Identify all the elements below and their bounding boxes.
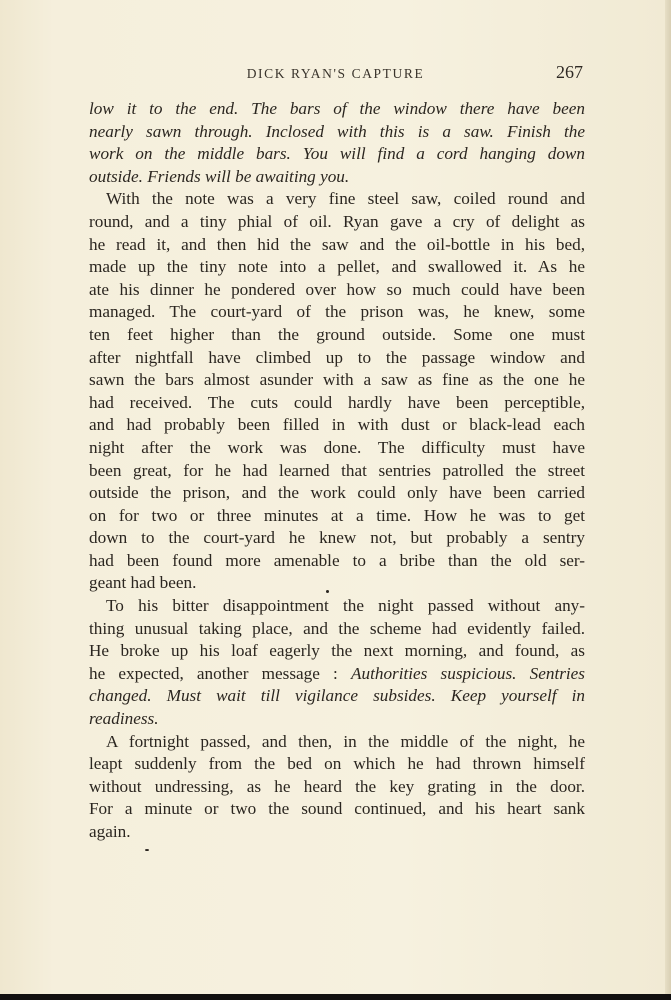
text-line: had been found more amenable to a bribe than the old ser-: [89, 550, 585, 570]
text-line: He broke up his loaf eagerly the next morning, and found, as: [89, 641, 585, 661]
text-line: been great, for he had learned that sentries patrolled the street: [89, 460, 585, 480]
text-line-mixed: [89, 663, 585, 686]
text-line: To his bitter disappointment the night passed without any-: [106, 596, 585, 616]
text-line: work on the middle bars. You will find a cord hanging down: [89, 144, 585, 164]
text-line: had received. The cuts could hardly have been perceptible,: [89, 392, 585, 412]
text-line: night after the work was done. The difficulty must have: [89, 437, 585, 457]
text-line: low it to the end. The bars of the window there have been: [89, 99, 585, 118]
text-line: made up the tiny note into a pellet, and swallowed it. As he: [89, 257, 585, 277]
text-line: changed. Must wait till vigilance subsides. Keep yourself in: [89, 686, 585, 706]
text-line: outside the prison, and the work could only have been carried: [89, 483, 585, 503]
text-line: ate his dinner he pondered over how so much could have been: [89, 279, 585, 299]
text-line: without undressing, as he heard the key grating in the door.: [89, 776, 585, 796]
text-line: ten feet higher than the ground outside. Some one must: [89, 324, 585, 344]
text-line: nearly sawn through. Inclosed with this is a saw. Finish the: [89, 121, 585, 141]
text-line: With the note was a very fine steel saw, coiled round and: [106, 189, 585, 209]
running-head: DICK RYAN'S CAPTURE: [246, 66, 425, 81]
body-text: [89, 98, 585, 844]
ink-speck: [145, 849, 149, 851]
text-line: thing unusual taking place, and the scheme had evidently failed.: [89, 618, 585, 638]
text-line: and had probably been filled in with dust or black-lead each: [89, 415, 585, 435]
text-line: readiness.: [89, 709, 159, 729]
message-text: Authorities suspicious. Sentries: [350, 663, 585, 683]
text-line: leapt suddenly from the bed on which he had thrown himself: [89, 754, 585, 774]
text-line: round, and a tiny phial of oil. Ryan gave a cry of delight as: [89, 211, 585, 231]
text-line: outside. Friends will be awaiting you.: [89, 166, 350, 186]
text-line: down to the court-yard he knew not, but probably a sentry: [89, 528, 585, 548]
text-line: after nightfall have climbed up to the passage window and: [89, 347, 585, 367]
text-line: geant had been.: [89, 573, 197, 593]
text-line: again.: [89, 822, 131, 841]
text-segment: he expected, another message :: [89, 663, 338, 683]
text-line: on for two or three minutes at a time. How he was to get: [89, 505, 585, 525]
page-edge: [665, 0, 671, 1000]
text-line: managed. The court-yard of the prison was, he knew, some: [89, 302, 585, 322]
text-line: A fortnight passed, and then, in the middle of the night, he: [106, 731, 585, 751]
text-line: sawn the bars almost asunder with a saw as fine as the one he: [89, 370, 585, 390]
text-line: he read it, and then hid the saw and the oil-bottle in his bed,: [89, 234, 585, 254]
page-header: [0, 62, 671, 86]
ink-speck: [326, 590, 329, 593]
scan-border: [0, 994, 671, 1000]
page-number: 267: [556, 62, 583, 82]
text-line: For a minute or two the sound continued, and his heart sank: [89, 799, 585, 819]
